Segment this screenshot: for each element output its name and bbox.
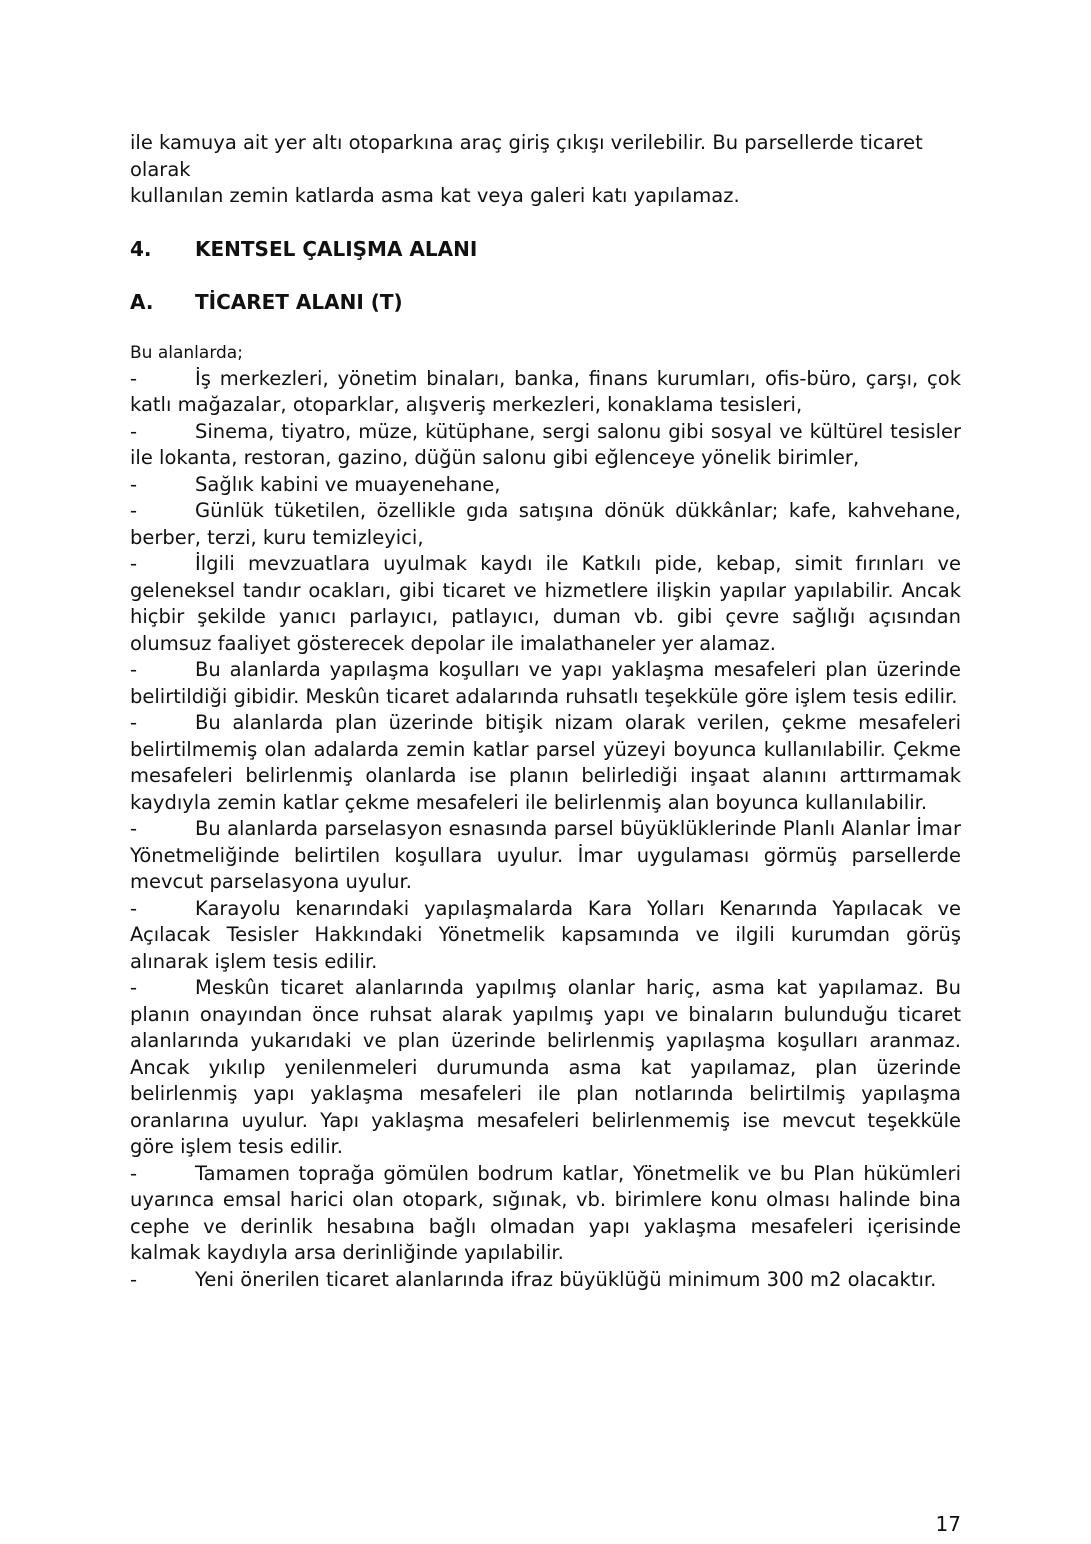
- list-item-text: Yeni önerilen ticaret alanlarında ifraz büyüklüğü minimum 300 m2 olacaktır.: [195, 1267, 937, 1291]
- list-item-text: Sinema, tiyatro, müze, kütüphane, sergi salonu gibi sosyal ve kültürel tesisler ile lokanta, restoran, gazino, düğün salonu gibi eğlenceye yönelik birimler,: [130, 419, 961, 469]
- subsection-number: A.: [130, 289, 154, 314]
- list-item: [130, 366, 961, 419]
- subsection-heading: [130, 289, 961, 315]
- bullet-dash: -: [130, 711, 138, 734]
- section-number: 4.: [130, 236, 152, 261]
- section-heading: [130, 236, 961, 262]
- list-item-text: Karayolu kenarındaki yapılaşmalarda Kara Yolları Kenarında Yapılacak ve Açılacak Tesisler Hakkındaki Yönetmelik kapsamında ve ilgili kurumdan görüş alınarak işlem tesis edilir.: [130, 896, 961, 973]
- bullet-dash: -: [130, 1267, 138, 1291]
- list-item: [130, 551, 961, 657]
- bullet-dash: -: [130, 419, 138, 443]
- list-item-text: Meskûn ticaret alanlarında yapılmış olanlar hariç, asma kat yapılamaz. Bu planın onayından önce ruhsat alarak yapılmış yapı ve binaların bulunduğu ticaret alanlarında yukarıdaki ve plan üzerinde belirlenmiş yapılaşma koşulları aranmaz. Ancak yıkılıp yenilenmeleri durumunda asma kat yapılamaz, plan üzerinde belirlenmiş yapı yaklaşma mesafeleri ile plan notlarında belirtilmiş yapılaşma oranlarına uyulur. Yapı yaklaşma mesafeleri belirlenmemiş ise mevcut teşekküle göre işlem tesis edilir.: [130, 976, 961, 1158]
- intro-line: kullanılan zemin katlarda asma kat veya galeri katı yapılamaz.: [130, 184, 740, 207]
- section-title: KENTSEL ÇALIŞMA ALANI: [195, 236, 478, 261]
- list-item-text: Bu alanlarda parselasyon esnasında parsel büyüklüklerinde Planlı Alanlar İmar Yönetmeliğinde belirtilen koşullara uyulur. İmar uygulaması görmüş parsellerde mevcut parselasyona uyulur.: [130, 817, 961, 893]
- bullet-dash: -: [130, 1161, 138, 1185]
- intro-paragraph: [130, 130, 961, 210]
- list-item: [130, 419, 961, 472]
- list-item: [130, 657, 961, 710]
- bullet-dash: -: [130, 817, 138, 840]
- list-item: [130, 710, 961, 816]
- list-item: [130, 896, 961, 976]
- list-item-text: Sağlık kabini ve muayenehane,: [195, 472, 501, 496]
- bullet-dash: -: [130, 499, 138, 522]
- subsection-title: TİCARET ALANI (T): [195, 289, 403, 314]
- list-item-text: Bu alanlarda plan üzerinde bitişik nizam olarak verilen, çekme mesafeleri belirtilmemiş olan adalarda zemin katlar parsel yüzeyi boyunca kullanılabilir. Çekme mesafeleri belirlenmiş olanlarda ise planın belirlediği inşaat alanını arttırmamak kaydıyla zemin katlar çekme mesafeleri ile belirlenmiş alan boyunca kullanılabilir.: [130, 711, 961, 814]
- list-item: [130, 975, 961, 1161]
- bullet-dash: -: [130, 896, 138, 920]
- bullet-dash: -: [130, 366, 138, 390]
- list-item-text: Tamamen toprağa gömülen bodrum katlar, Yönetmelik ve bu Plan hükümleri uyarınca emsal harici olan otopark, sığınak, vb. birimlere konu olması halinde bina cephe ve derinlik hesabına bağlı olmadan yapı yaklaşma mesafeleri içerisinde kalmak kaydıyla arsa derinliğinde yapılabilir.: [130, 1161, 961, 1264]
- lead-text: Bu alanlarda;: [130, 342, 243, 363]
- list-item: [130, 498, 961, 551]
- list-item-text: İlgili mevzuatlara uyulmak kaydı ile Katkılı pide, kebap, simit fırınları ve geleneksel tandır ocakları, gibi ticaret ve hizmetlere ilişkin yapılar yapılabilir. Ancak hiçbir şekilde yanıcı parlayıcı, patlayıcı, duman vb. gibi çevre sağlığı açısından olumsuz faaliyet gösterecek depolar ile imalathaneler yer alamaz.: [130, 552, 961, 655]
- list-item: [130, 816, 961, 896]
- list-item: [130, 472, 961, 499]
- intro-line: ile kamuya ait yer altı otoparkına araç giriş çıkışı verilebilir. Bu parsellerde ticaret olarak: [130, 131, 923, 181]
- bullet-dash: -: [130, 976, 138, 999]
- page-number: 17: [935, 1512, 961, 1536]
- list-item-text: İş merkezleri, yönetim binaları, banka, finans kurumları, ofis-büro, çarşı, çok katlı mağazalar, otoparklar, alışveriş merkezleri, konaklama tesisleri,: [130, 366, 961, 416]
- bullet-dash: -: [130, 472, 138, 496]
- bullet-dash: -: [130, 552, 138, 575]
- page-content: [130, 130, 961, 1293]
- bullet-dash: -: [130, 658, 138, 681]
- list-item-text: Günlük tüketilen, özellikle gıda satışına dönük dükkânlar; kafe, kahvehane, berber, terzi, kuru temizleyici,: [130, 499, 961, 549]
- list-item: [130, 1267, 961, 1294]
- list-item-text: Bu alanlarda yapılaşma koşulları ve yapı yaklaşma mesafeleri plan üzerinde belirtildiği gibidir. Meskûn ticaret adalarında ruhsatlı teşekküle göre işlem tesis edilir.: [130, 658, 961, 708]
- provision-list: [130, 366, 961, 1294]
- list-item: [130, 1161, 961, 1267]
